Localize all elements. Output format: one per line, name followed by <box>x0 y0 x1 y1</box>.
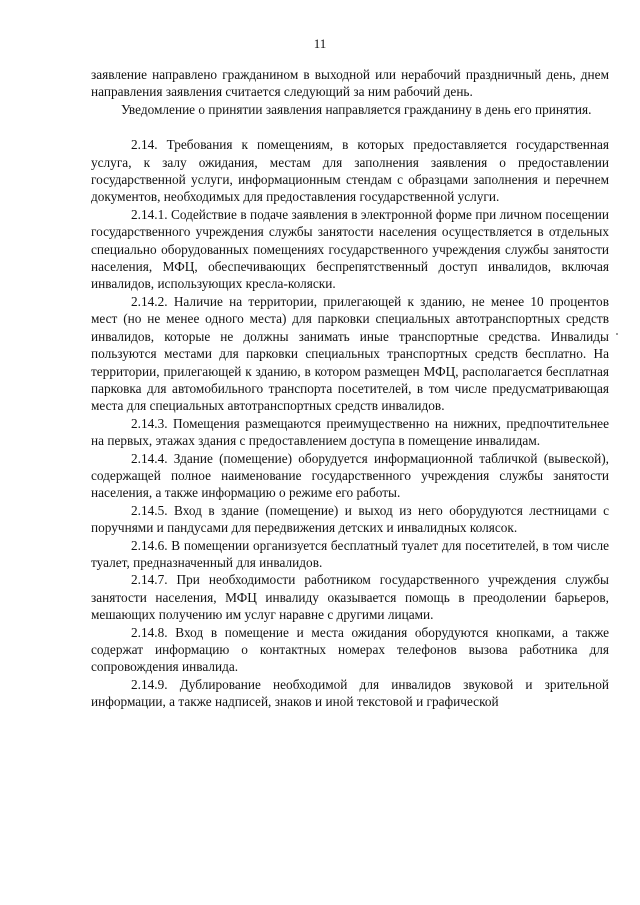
paragraph-2-14-2: 2.14.2. Наличие на территории, прилегающей к зданию, не менее 10 процентов мест (но не менее одного места) для парковки специальных автотранспортных средств инвалидов, которые не должны занимать иные транспортные средства. Инвалиды пользуются местами для парковки специальных транспортных средств бесплатно. На территории, прилегающей к зданию, в котором размещен МФЦ, располагается бесплатная парковка для автомобильного транспорта посетителей, в том числе предусматривающая места для специальных автотранспортных средств инвалидов. <box>91 293 609 414</box>
section-gap <box>91 118 609 136</box>
paragraph-2-14-8: 2.14.8. Вход в помещение и места ожидания оборудуются кнопками, а также содержат информацию о контактных номерах телефонов вызова работника для сопровождения инвалида. <box>91 624 609 675</box>
paragraph-2-14-1: 2.14.1. Содействие в подаче заявления в электронной форме при личном посещении государственного учреждения службы занятости населения осуществляется в отдельных специально оборудованных помещениях государственного учреждения службы занятости населения, МФЦ, обеспечивающих беспрепятственный доступ инвалидов, включая инвалидов, использующих кресла-коляски. <box>91 206 609 292</box>
paragraph-2-14-3: 2.14.3. Помещения размещаются преимущественно на нижних, предпочтительнее на первых, этажах здания с предоставлением доступа в помещение инвалидам. <box>91 415 609 449</box>
paragraph-2-14-4: 2.14.4. Здание (помещение) оборудуется информационной табличкой (вывеской), содержащей полное наименование государственного учреждения службы занятости населения, а также информацию о режиме его работы. <box>91 450 609 501</box>
paragraph-2-14-7: 2.14.7. При необходимости работником государственного учреждения службы занятости населения, МФЦ инвалиду оказывается помощь в преодолении барьеров, мешающих получению им услуг наравне с другими лицами. <box>91 572 609 623</box>
scan-speck <box>616 333 618 335</box>
paragraph-2-14-5: 2.14.5. Вход в здание (помещение) и выход из него оборудуются лестницами с поручнями и пандусами для передвижения детских и инвалидных колясок. <box>91 502 609 536</box>
paragraph-notice: Уведомление о принятии заявления направляется гражданину в день его принятия. <box>121 101 592 117</box>
paragraph-2-14-9: 2.14.9. Дублирование необходимой для инвалидов звуковой и зрительной информации, а также надписей, знаков и иной текстовой и графической <box>91 676 609 710</box>
paragraph-continuation: заявление направлено гражданином в выходной или нерабочий праздничный день, днем направления заявления считается следующий за ним рабочий день. <box>91 67 609 100</box>
document-body <box>91 66 609 711</box>
paragraph-2-14: 2.14. Требования к помещениям, в которых предоставляется государственная услуга, к залу ожидания, местам для заполнения заявления о предоставлении государственной услуги, информационным стендам с образцами заполнения и перечнем документов, необходимых для предоставления государственной услуги. <box>91 137 609 205</box>
paragraph-2-14-6: 2.14.6. В помещении организуется бесплатный туалет для посетителей, в том числе туалет, предназначенный для инвалидов. <box>91 537 609 570</box>
page-number: 11 <box>313 36 327 51</box>
